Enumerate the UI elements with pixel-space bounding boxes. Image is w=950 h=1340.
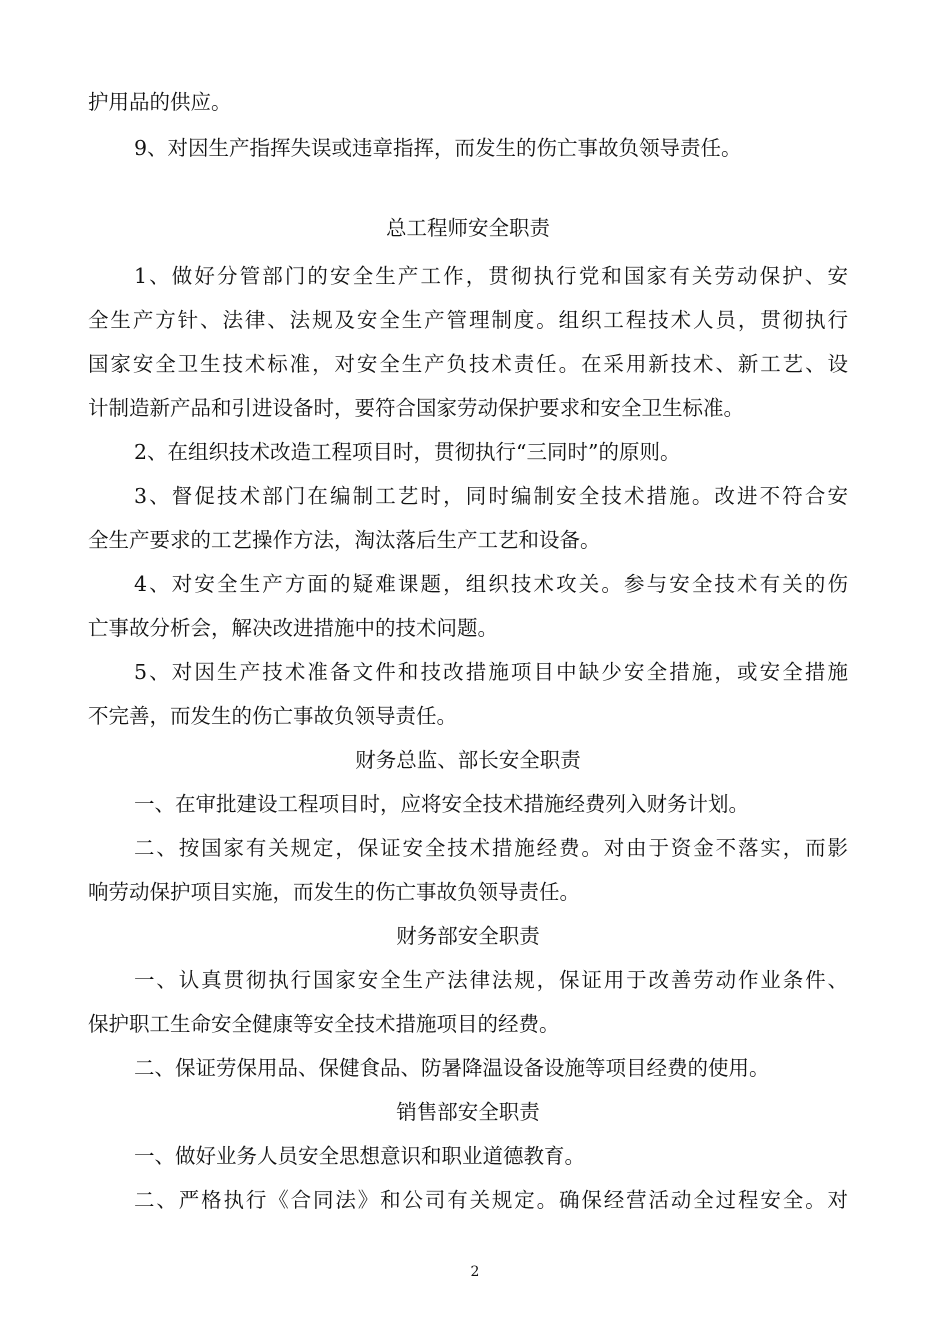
paragraph-line: 二、严格执行《合同法》和公司有关规定。确保经营活动全过程安全。对 xyxy=(134,1188,848,1212)
paragraph-line: 亡事故分析会，解决改进措施中的技术问题。 xyxy=(88,616,498,640)
section-heading: 财务总监、部长安全职责 xyxy=(355,748,581,772)
paragraph-line: 一、做好业务人员安全思想意识和职业道德教育。 xyxy=(134,1144,585,1168)
paragraph-line: 二、按国家有关规定，保证安全技术措施经费。对由于资金不落实，而影 xyxy=(134,836,848,860)
paragraph-line: 1、做好分管部门的安全生产工作，贯彻执行党和国家有关劳动保护、安 xyxy=(134,264,848,288)
page-number: 2 xyxy=(470,1264,480,1280)
paragraph-line: 全生产要求的工艺操作方法，淘汰落后生产工艺和设备。 xyxy=(88,528,601,552)
paragraph-line: 二、保证劳保用品、保健食品、防暑降温设备设施等项目经费的使用。 xyxy=(134,1056,770,1080)
paragraph-line: 5、对因生产技术准备文件和技改措施项目中缺少安全措施，或安全措施 xyxy=(134,660,848,684)
paragraph-line: 2、在组织技术改造工程项目时，贯彻执行“三同时”的原则。 xyxy=(134,440,681,464)
section-heading: 销售部安全职责 xyxy=(396,1100,540,1124)
paragraph-line: 计制造新产品和引进设备时，要符合国家劳动保护要求和安全卫生标准。 xyxy=(88,396,744,420)
section-heading: 财务部安全职责 xyxy=(396,924,540,948)
paragraph-line: 3、督促技术部门在编制工艺时，同时编制安全技术措施。改进不符合安 xyxy=(134,484,848,508)
paragraph-line: 9、对因生产指挥失误或违章指挥，而发生的伤亡事故负领导责任。 xyxy=(134,136,742,160)
paragraph-line: 4、对安全生产方面的疑难课题，组织技术攻关。参与安全技术有关的伤 xyxy=(134,572,848,596)
paragraph-line: 一、认真贯彻执行国家安全生产法律法规，保证用于改善劳动作业条件、 xyxy=(134,968,848,992)
paragraph-line: 不完善，而发生的伤亡事故负领导责任。 xyxy=(88,704,457,728)
paragraph-line: 护用品的供应。 xyxy=(88,90,232,114)
paragraph-line: 国家安全卫生技术标准，对安全生产负技术责任。在采用新技术、新工艺、设 xyxy=(88,352,848,376)
paragraph-line: 保护职工生命安全健康等安全技术措施项目的经费。 xyxy=(88,1012,560,1036)
paragraph-line: 响劳动保护项目实施，而发生的伤亡事故负领导责任。 xyxy=(88,880,580,904)
paragraph-line: 一、在审批建设工程项目时，应将安全技术措施经费列入财务计划。 xyxy=(134,792,749,816)
paragraph-line: 全生产方针、法律、法规及安全生产管理制度。组织工程技术人员，贯彻执行 xyxy=(88,308,848,332)
section-heading: 总工程师安全职责 xyxy=(386,216,550,240)
